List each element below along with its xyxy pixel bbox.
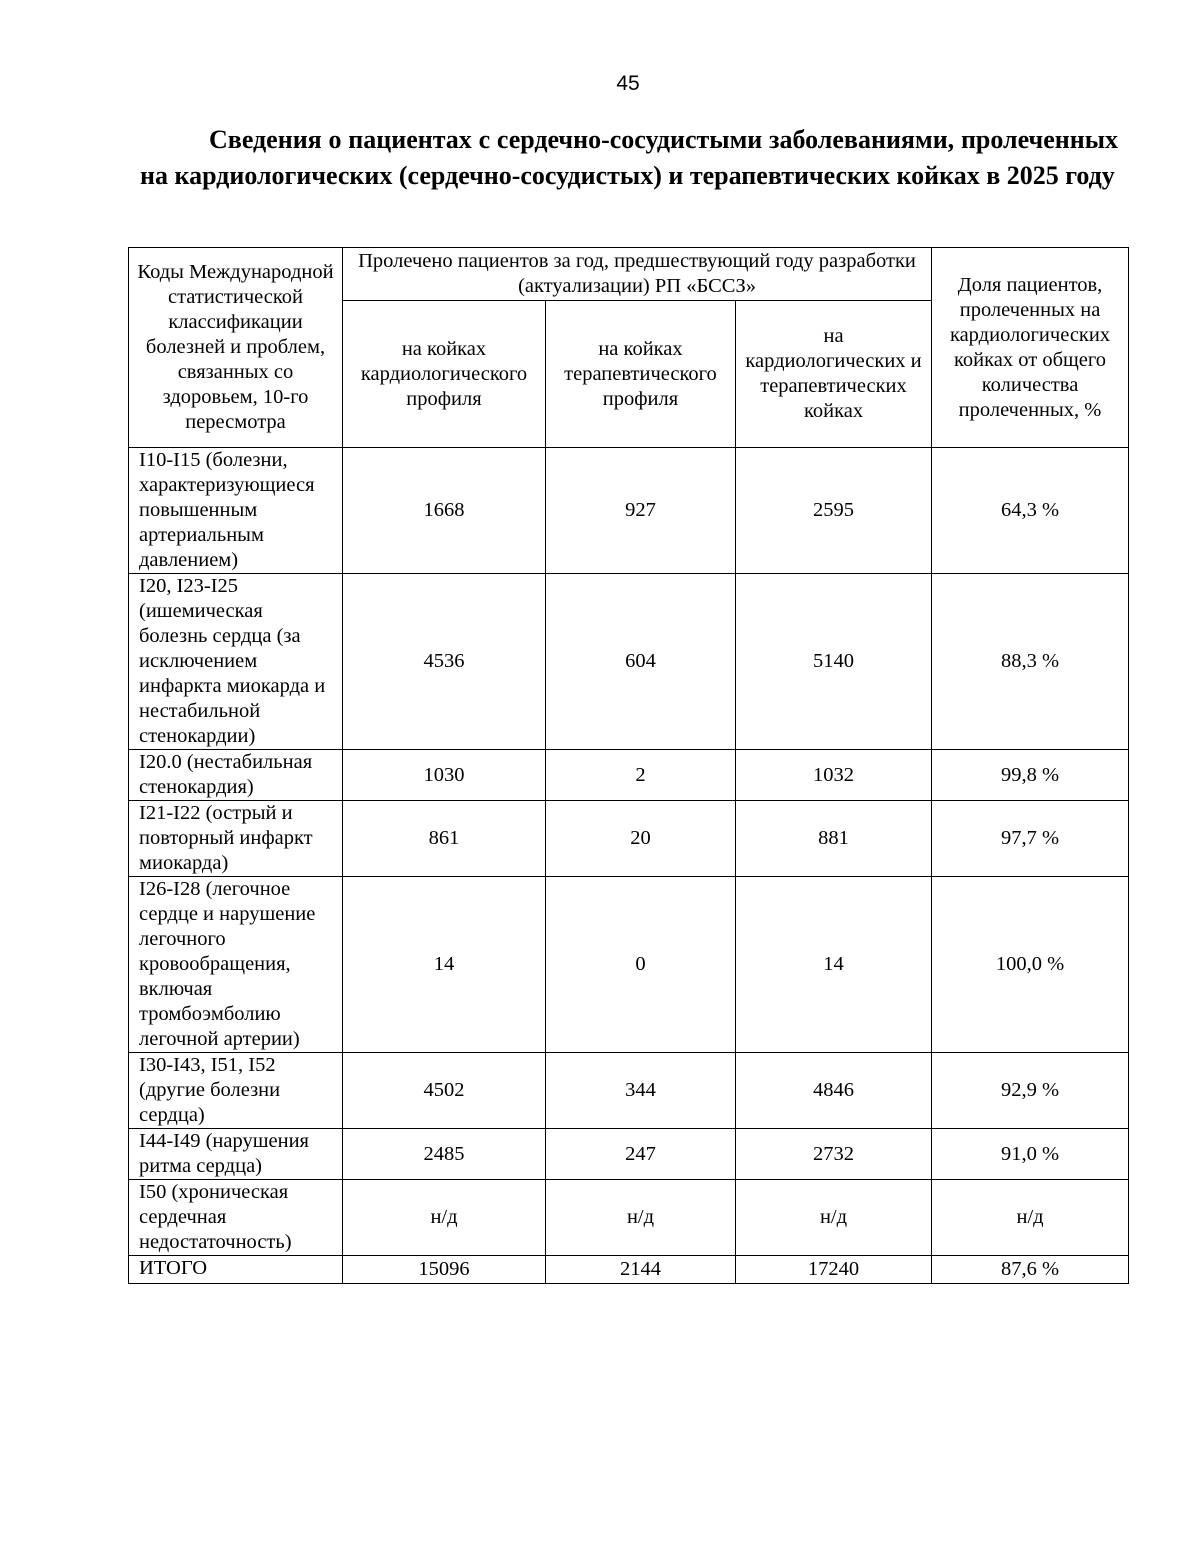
- share-cell: 88,3 %: [932, 574, 1129, 750]
- share-cell: 99,8 %: [932, 750, 1129, 801]
- therapy-cell: 604: [546, 574, 736, 750]
- document-title: Сведения о пациентах с сердечно-сосудистыми заболеваниями, пролеченных на кардиологических (сердечно-сосудистых) и терапевтических койках в 2025 году: [140, 125, 1118, 190]
- table-row: [129, 1053, 1129, 1129]
- therapy-cell: 20: [546, 801, 736, 877]
- therapy-cell: 2144: [546, 1256, 736, 1284]
- code-cell: ИТОГО: [129, 1256, 343, 1284]
- share-cell: 64,3 %: [932, 448, 1129, 574]
- total-cell: 2732: [736, 1129, 932, 1180]
- cardio-cell: 4536: [343, 574, 546, 750]
- share-cell: 87,6 %: [932, 1256, 1129, 1284]
- code-cell: I50 (хроническая сердечная недостаточность): [129, 1180, 343, 1256]
- total-cell: 14: [736, 877, 932, 1053]
- table-row: [129, 1180, 1129, 1256]
- share-cell: 97,7 %: [932, 801, 1129, 877]
- header-cardio-beds: на койках кардиологического профиля: [343, 301, 546, 448]
- code-cell: I30-I43, I51, I52 (другие болезни сердца): [129, 1053, 343, 1129]
- header-cardio-therapy-beds: на кардиологических и терапевтических койках: [736, 301, 932, 448]
- table-row: [129, 877, 1129, 1053]
- header-therapy-beds: на койках терапевтического профиля: [546, 301, 736, 448]
- total-cell: 4846: [736, 1053, 932, 1129]
- code-cell: I26-I28 (легочное сердце и нарушение легочного кровообращения, включая тромбоэмболию легочной артерии): [129, 877, 343, 1053]
- patients-table: [128, 247, 1129, 1284]
- therapy-cell: 927: [546, 448, 736, 574]
- total-cell: 881: [736, 801, 932, 877]
- total-cell: 1032: [736, 750, 932, 801]
- cardio-cell: н/д: [343, 1180, 546, 1256]
- header-treated-group: Пролечено пациентов за год, предшествующий году разработки (актуализации) РП «БССЗ»: [343, 248, 932, 301]
- header-codes: Коды Международной статистической классификации болезней и проблем, связанных со здоровьем, 10-го пересмотра: [129, 248, 343, 448]
- therapy-cell: н/д: [546, 1180, 736, 1256]
- cardio-cell: 14: [343, 877, 546, 1053]
- cardio-cell: 15096: [343, 1256, 546, 1284]
- share-cell: 91,0 %: [932, 1129, 1129, 1180]
- cardio-cell: 861: [343, 801, 546, 877]
- cardio-cell: 2485: [343, 1129, 546, 1180]
- share-cell: 92,9 %: [932, 1053, 1129, 1129]
- table-row-total: [129, 1256, 1129, 1284]
- therapy-cell: 0: [546, 877, 736, 1053]
- total-cell: н/д: [736, 1180, 932, 1256]
- header-share: Доля пациентов, пролеченных на кардиологических койках от общего количества пролеченных, %: [932, 248, 1129, 448]
- code-cell: I20.0 (нестабильная стенокардия): [129, 750, 343, 801]
- cardio-cell: 1668: [343, 448, 546, 574]
- code-cell: I20, I23-I25 (ишемическая болезнь сердца (за исключением инфаркта миокарда и нестабильной стенокардии): [129, 574, 343, 750]
- therapy-cell: 2: [546, 750, 736, 801]
- therapy-cell: 344: [546, 1053, 736, 1129]
- header-row-top: [129, 248, 1129, 301]
- table-row: [129, 1129, 1129, 1180]
- cardio-cell: 4502: [343, 1053, 546, 1129]
- code-cell: I10-I15 (болезни, характеризующиеся повышенным артериальным давлением): [129, 448, 343, 574]
- share-cell: 100,0 %: [932, 877, 1129, 1053]
- total-cell: 17240: [736, 1256, 932, 1284]
- total-cell: 5140: [736, 574, 932, 750]
- table-row: [129, 801, 1129, 877]
- table-row: [129, 448, 1129, 574]
- page-number: 45: [616, 72, 640, 95]
- code-cell: I21-I22 (острый и повторный инфаркт миокарда): [129, 801, 343, 877]
- table-row: [129, 750, 1129, 801]
- code-cell: I44-I49 (нарушения ритма сердца): [129, 1129, 343, 1180]
- cardio-cell: 1030: [343, 750, 546, 801]
- share-cell: н/д: [932, 1180, 1129, 1256]
- total-cell: 2595: [736, 448, 932, 574]
- therapy-cell: 247: [546, 1129, 736, 1180]
- table-row: [129, 574, 1129, 750]
